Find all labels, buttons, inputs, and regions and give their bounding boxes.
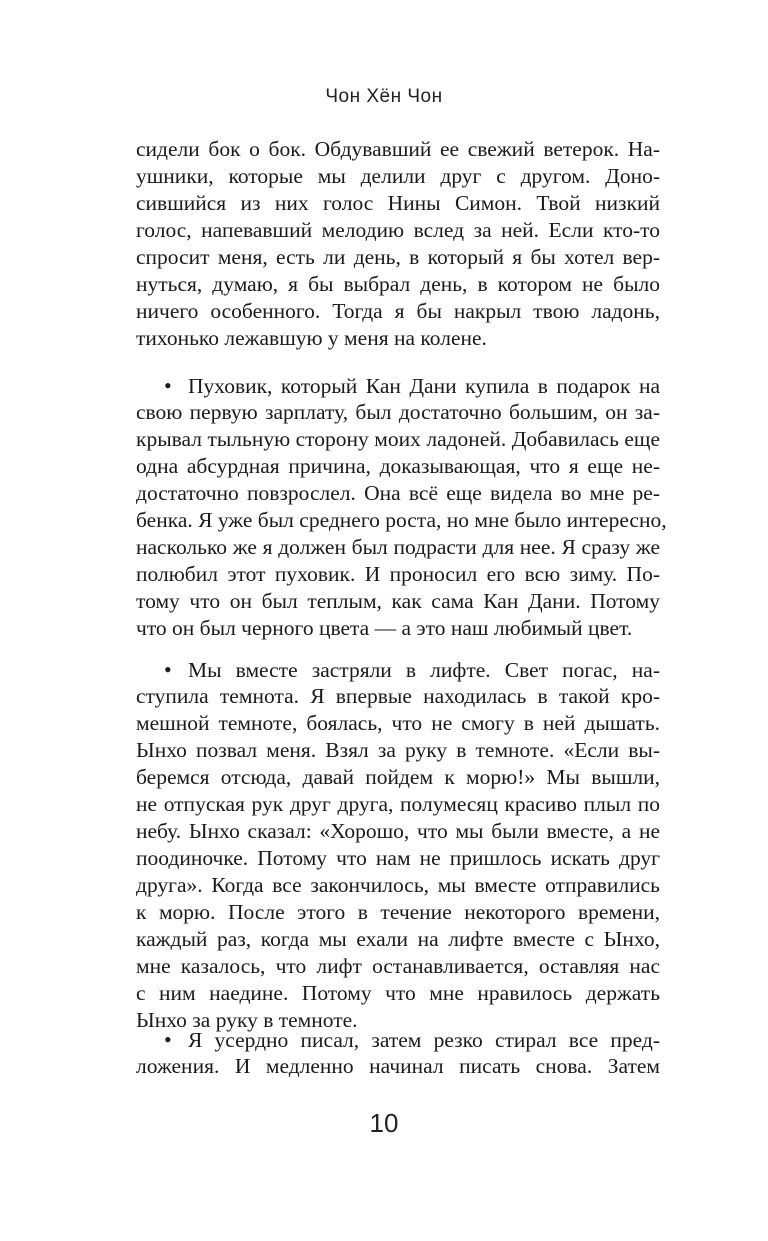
text-line: бенка. Я уже был среднего роста, но мне было интересно, [136,508,667,532]
text-line: ложения. И медленно начинал писать снова. Затем [136,1054,660,1078]
text-line: не отпуская рук друг друга, полумесяц красиво плыл по [136,792,660,816]
text-line: насколько же я должен был подрасти для нее. Я сразу же [136,535,660,559]
text-line: ступила темнота. Я впервые находилась в такой кро- [136,684,660,708]
text-line: мешной темноте, боялась, что не смогу в ней дышать. [136,711,660,735]
text-line: сившийся из них голос Нины Симон. Твой низкий [136,191,660,215]
text-line: каждый раз, когда мы ехали на лифте вместе с Ынхо, [136,927,660,951]
paragraph-continuation [136,136,660,352]
text-line: полюбил этот пуховик. И проносил его всю зиму. По- [136,562,660,586]
bullet-icon: • [164,1027,172,1052]
text-line: Ынхо за руку в темноте. [136,1008,358,1032]
text-line: ушники, которые мы делили друг с другом. Доно- [136,164,660,188]
text-line: друга». Когда все закончилось, мы вместе отправились [136,873,660,897]
text-line: достаточно повзрослел. Она всё еще видела во мне ре- [136,481,660,505]
text-line: что он был черного цвета — а это наш любимый цвет. [136,616,633,640]
text-line: одна абсурдная причина, доказывающая, что я еще не- [136,454,660,478]
text-line-first [136,1026,660,1053]
text-line: с ним наедине. Потому что мне нравилось держать [136,981,660,1005]
text-line-content: Я усердно писал, затем резко стирал все пред- [188,1028,660,1052]
text-line: небу. Ынхо сказал: «Хорошо, что мы были вместе, а не [136,819,660,843]
text-line: нуться, думаю, я бы выбрал день, в котором не было [136,272,660,296]
bullet-paragraph [136,1026,660,1080]
text-line: к морю. После этого в течение некоторого времени, [136,900,660,924]
text-line: тому что он был теплым, как сама Кан Дани. Потому [136,589,660,613]
text-line: ничего особенного. Тогда я бы накрыл твою ладонь, [136,299,660,323]
text-line: свою первую зарплату, был достаточно большим, он за- [136,400,660,424]
bullet-icon: • [164,373,172,398]
text-line: мне казалось, что лифт останавливается, оставляя нас [136,954,660,978]
text-line: сидели бок о бок. Обдувавший ее свежий ветерок. На- [136,137,660,161]
text-line: поодиночке. Потому что нам не пришлось искать друг [136,846,660,870]
bullet-icon: • [164,657,172,682]
text-line: спросит меня, есть ли день, в который я бы хотел вер- [136,245,660,269]
text-line: тихонько лежавшую у меня на колене. [136,326,487,350]
text-line: крывал тыльную сторону моих ладоней. Добавилась еще [136,427,660,451]
text-line-first [136,656,660,683]
text-line: Ынхо позвал меня. Взял за руку в темноте. «Если вы- [136,738,660,762]
page-number: 10 [369,1108,399,1138]
text-line: голос, напевавший мелодию вслед за ней. Если кто-то [136,218,660,242]
text-line-first [136,372,660,399]
bullet-paragraph [136,372,667,642]
bullet-paragraph [136,656,660,1034]
text-line-content: Пуховик, который Кан Дани купила в подарок на [188,374,660,398]
text-line: беремся отсюда, давай пойдем к морю!» Мы вышли, [136,765,660,789]
text-line-content: Мы вместе застряли в лифте. Свет погас, на- [188,658,660,682]
running-head: Чон Хён Чон [325,86,443,107]
